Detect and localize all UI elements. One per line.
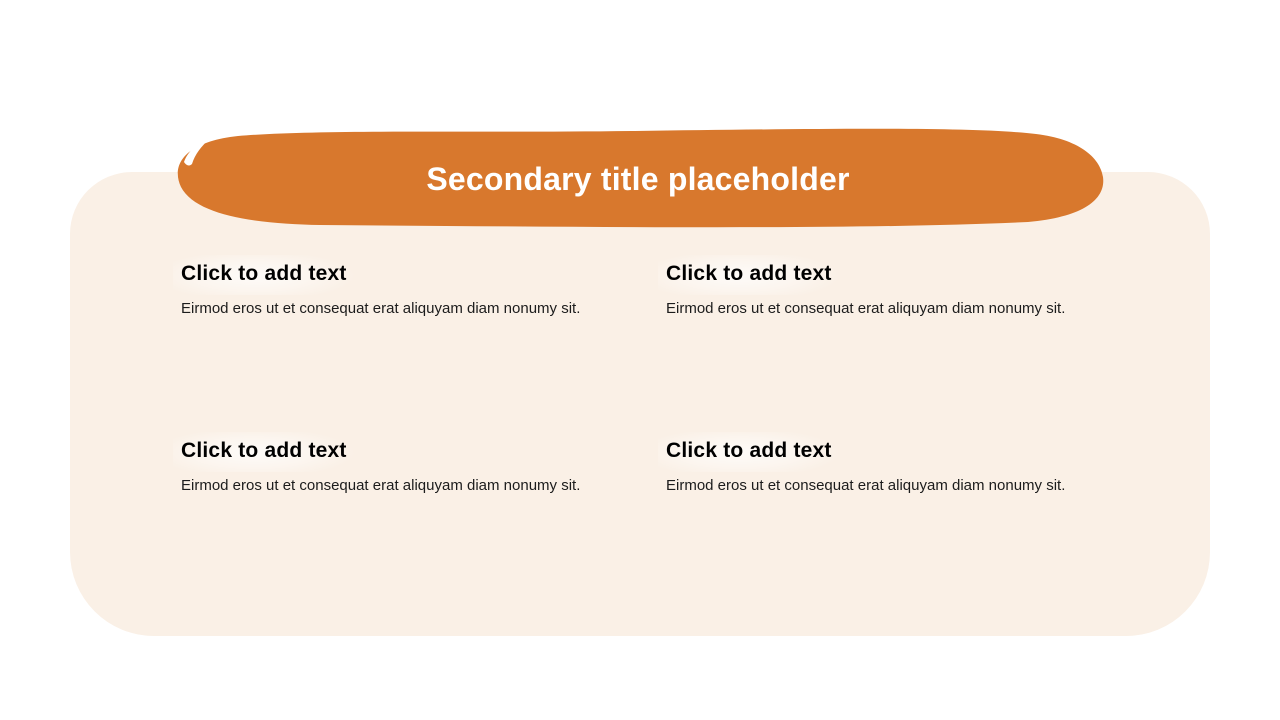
placeholder-heading[interactable]: Click to add text	[173, 255, 367, 295]
placeholder-heading[interactable]: Click to add text	[173, 432, 367, 472]
placeholder-body[interactable]: Eirmod eros ut et consequat erat aliquyam diam nonumy sit.	[181, 477, 581, 494]
placeholder-body[interactable]: Eirmod eros ut et consequat erat aliquyam diam nonumy sit.	[666, 300, 1066, 317]
text-placeholder-2[interactable]	[666, 261, 1090, 438]
placeholder-body[interactable]: Eirmod eros ut et consequat erat aliquyam diam nonumy sit.	[181, 300, 581, 317]
text-placeholder-1[interactable]	[181, 261, 605, 438]
placeholder-heading[interactable]: Click to add text	[658, 255, 852, 295]
content-card	[70, 172, 1210, 636]
placeholder-heading[interactable]: Click to add text	[658, 432, 852, 472]
placeholder-body[interactable]: Eirmod eros ut et consequat erat aliquyam diam nonumy sit.	[666, 477, 1066, 494]
text-grid	[181, 261, 1090, 615]
text-placeholder-3[interactable]	[181, 438, 605, 615]
text-placeholder-4[interactable]	[666, 438, 1090, 615]
slide-title[interactable]: Secondary title placeholder	[426, 160, 850, 197]
title-banner	[170, 125, 1106, 231]
